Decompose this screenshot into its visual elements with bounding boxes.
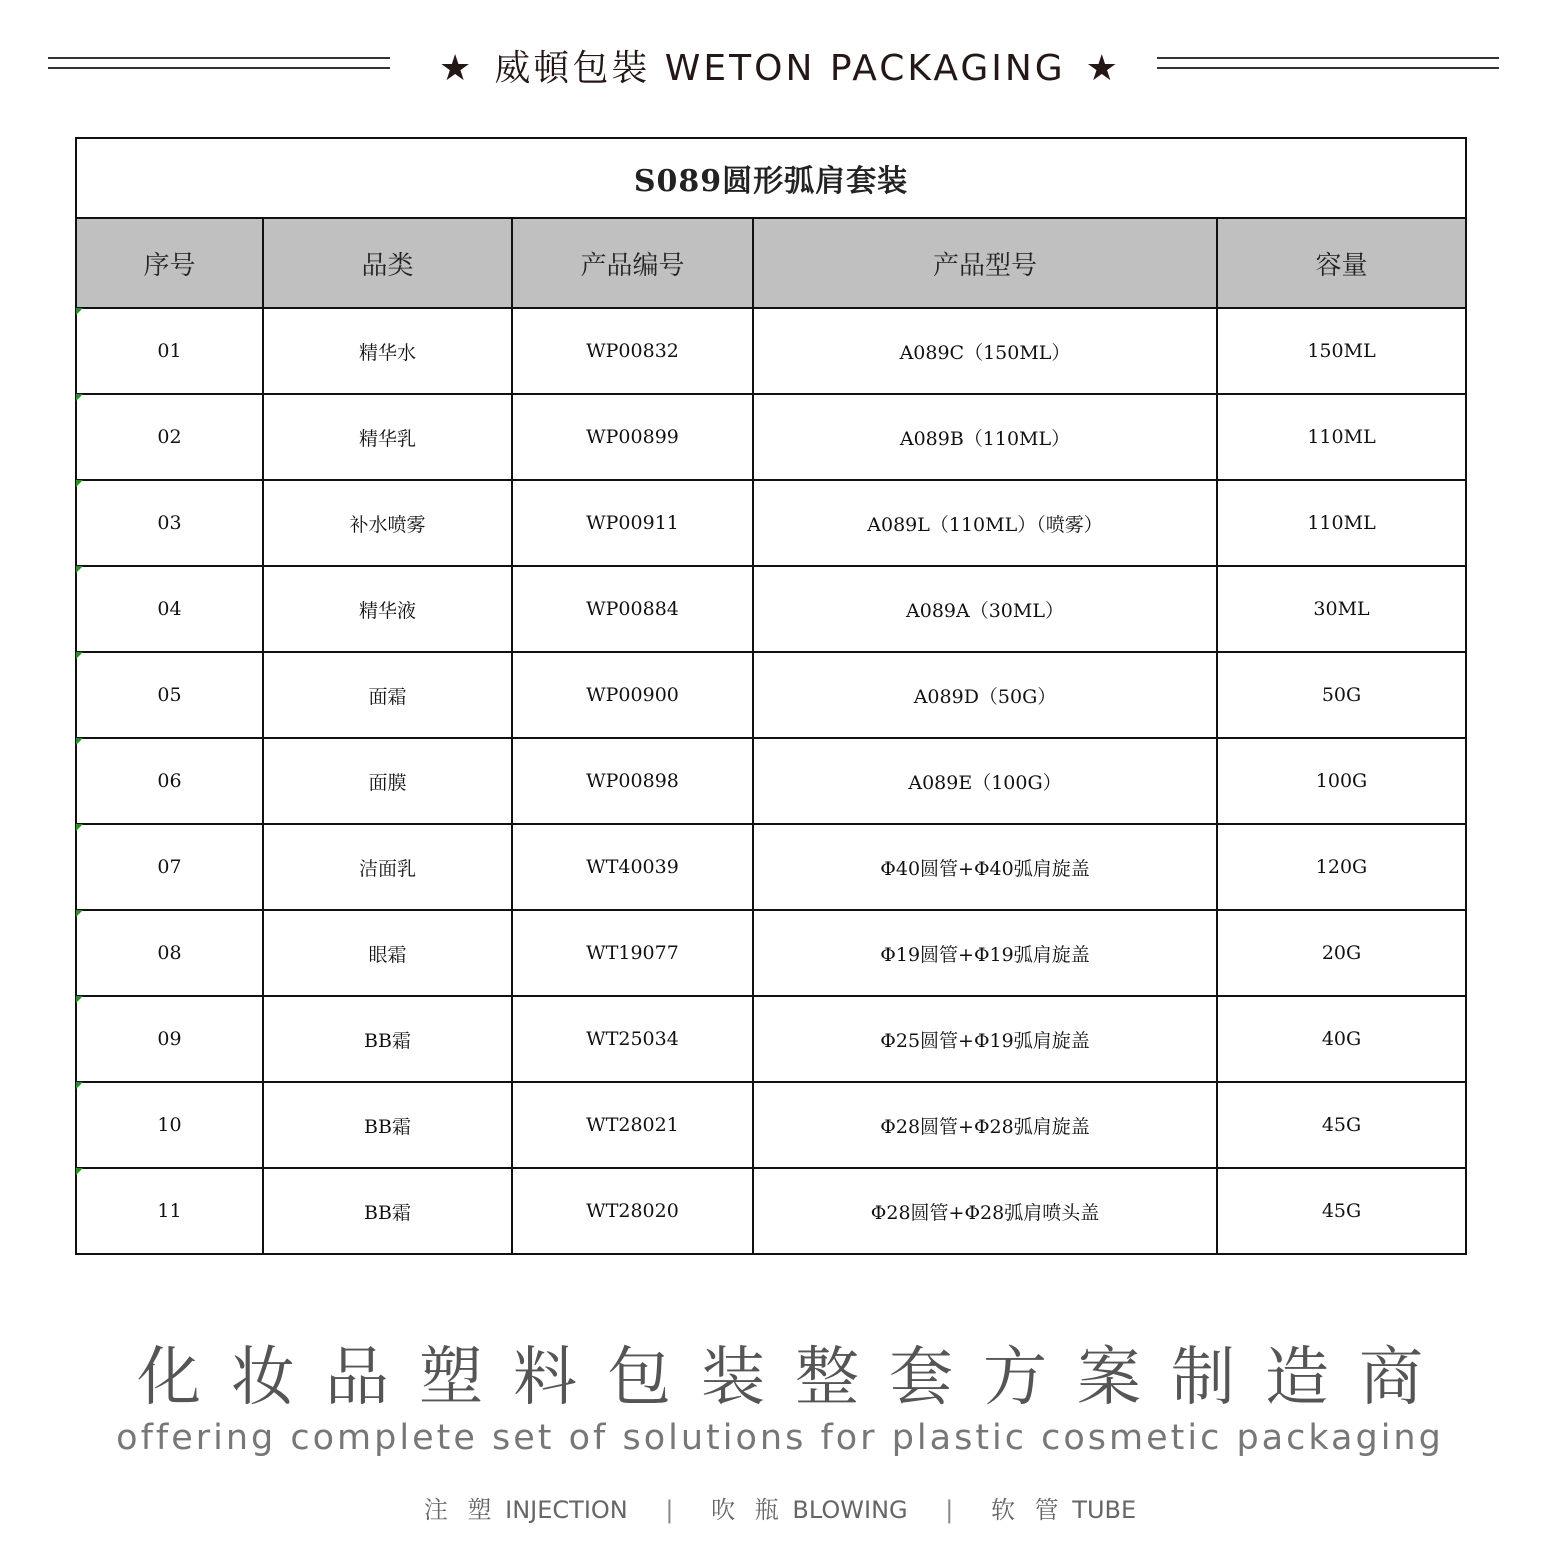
table-row (76, 308, 1466, 394)
cell-product-model: Φ40圆管+Φ40弧肩旋盖 (753, 824, 1217, 910)
cell-index: 04 (76, 566, 263, 652)
cell-capacity: 110ML (1217, 394, 1466, 480)
cell-product-code: WT28020 (512, 1168, 753, 1254)
cell-index: 10 (76, 1082, 263, 1168)
table-row (76, 394, 1466, 480)
cell-product-code: WT19077 (512, 910, 753, 996)
product-spec-table (75, 137, 1467, 1255)
cell-capacity: 110ML (1217, 480, 1466, 566)
cell-capacity: 30ML (1217, 566, 1466, 652)
table-row (76, 1168, 1466, 1254)
cell-product-model: A089C（150ML） (753, 308, 1217, 394)
table-row (76, 652, 1466, 738)
service-injection: 注 塑 INJECTION (423, 1496, 628, 1524)
cell-product-model: Φ28圆管+Φ28弧肩喷头盖 (753, 1168, 1217, 1254)
cell-category: 精华水 (263, 308, 512, 394)
cell-category: 洁面乳 (263, 824, 512, 910)
cell-category: 精华乳 (263, 394, 512, 480)
column-header-capacity: 容量 (1217, 218, 1466, 308)
cell-product-code: WT25034 (512, 996, 753, 1082)
cell-index: 03 (76, 480, 263, 566)
cell-category: 面霜 (263, 652, 512, 738)
star-icon: ★ (439, 48, 475, 89)
table-title: S089圆形弧肩套装 (76, 138, 1466, 218)
cell-product-code: WP00832 (512, 308, 753, 394)
cell-index: 11 (76, 1168, 263, 1254)
cell-product-code: WP00900 (512, 652, 753, 738)
cell-capacity: 150ML (1217, 308, 1466, 394)
column-header-product-model: 产品型号 (753, 218, 1217, 308)
cell-index: 05 (76, 652, 263, 738)
service-list (0, 1490, 1560, 1525)
decorative-double-rule-right (1157, 57, 1499, 69)
table-row (76, 1082, 1466, 1168)
page-header (0, 30, 1560, 100)
table-row (76, 566, 1466, 652)
slogan-chinese: 化妆品塑料包装整套方案制造商 (137, 1341, 1453, 1415)
cell-index: 01 (76, 308, 263, 394)
cell-capacity: 20G (1217, 910, 1466, 996)
cell-product-model: Φ19圆管+Φ19弧肩旋盖 (753, 910, 1217, 996)
cell-product-code: WP00899 (512, 394, 753, 480)
table-header-row (76, 218, 1466, 308)
cell-index: 07 (76, 824, 263, 910)
cell-product-model: A089E（100G） (753, 738, 1217, 824)
table-row (76, 910, 1466, 996)
table-row (76, 996, 1466, 1082)
table-title-row (76, 138, 1466, 218)
cell-category: BB霜 (263, 1168, 512, 1254)
table-row (76, 738, 1466, 824)
cell-product-code: WP00898 (512, 738, 753, 824)
cell-index: 02 (76, 394, 263, 480)
cell-product-code: WT40039 (512, 824, 753, 910)
cell-index: 06 (76, 738, 263, 824)
slogan-english: offering complete set of solutions for plastic cosmetic packaging (116, 1418, 1444, 1458)
cell-product-model: A089B（110ML） (753, 394, 1217, 480)
cell-capacity: 120G (1217, 824, 1466, 910)
cell-index: 08 (76, 910, 263, 996)
column-header-product-code: 产品编号 (512, 218, 753, 308)
cell-category: BB霜 (263, 1082, 512, 1168)
cell-index: 09 (76, 996, 263, 1082)
column-header-category: 品类 (263, 218, 512, 308)
cell-product-model: A089D（50G） (753, 652, 1217, 738)
cell-category: 精华液 (263, 566, 512, 652)
table-row (76, 824, 1466, 910)
cell-category: 眼霜 (263, 910, 512, 996)
cell-capacity: 100G (1217, 738, 1466, 824)
cell-capacity: 50G (1217, 652, 1466, 738)
cell-category: 面膜 (263, 738, 512, 824)
service-blowing: 吹 瓶 BLOWING (711, 1496, 908, 1524)
cell-category: BB霜 (263, 996, 512, 1082)
cell-product-model: A089A（30ML） (753, 566, 1217, 652)
cell-product-model: Φ25圆管+Φ19弧肩旋盖 (753, 996, 1217, 1082)
cell-category: 补水喷雾 (263, 480, 512, 566)
star-icon: ★ (1085, 48, 1121, 89)
cell-product-code: WP00884 (512, 566, 753, 652)
cell-product-model: A089L（110ML）（喷雾） (753, 480, 1217, 566)
cell-capacity: 40G (1217, 996, 1466, 1082)
cell-capacity: 45G (1217, 1168, 1466, 1254)
separator: | (665, 1496, 674, 1524)
cell-product-code: WP00911 (512, 480, 753, 566)
separator: | (945, 1496, 954, 1524)
brand-name: 威頓包裝 WETON PACKAGING (494, 48, 1066, 89)
cell-product-model: Φ28圆管+Φ28弧肩旋盖 (753, 1082, 1217, 1168)
cell-product-code: WT28021 (512, 1082, 753, 1168)
column-header-index: 序号 (76, 218, 263, 308)
table-row (76, 480, 1466, 566)
service-tube: 软 管 TUBE (991, 1496, 1137, 1524)
cell-capacity: 45G (1217, 1082, 1466, 1168)
